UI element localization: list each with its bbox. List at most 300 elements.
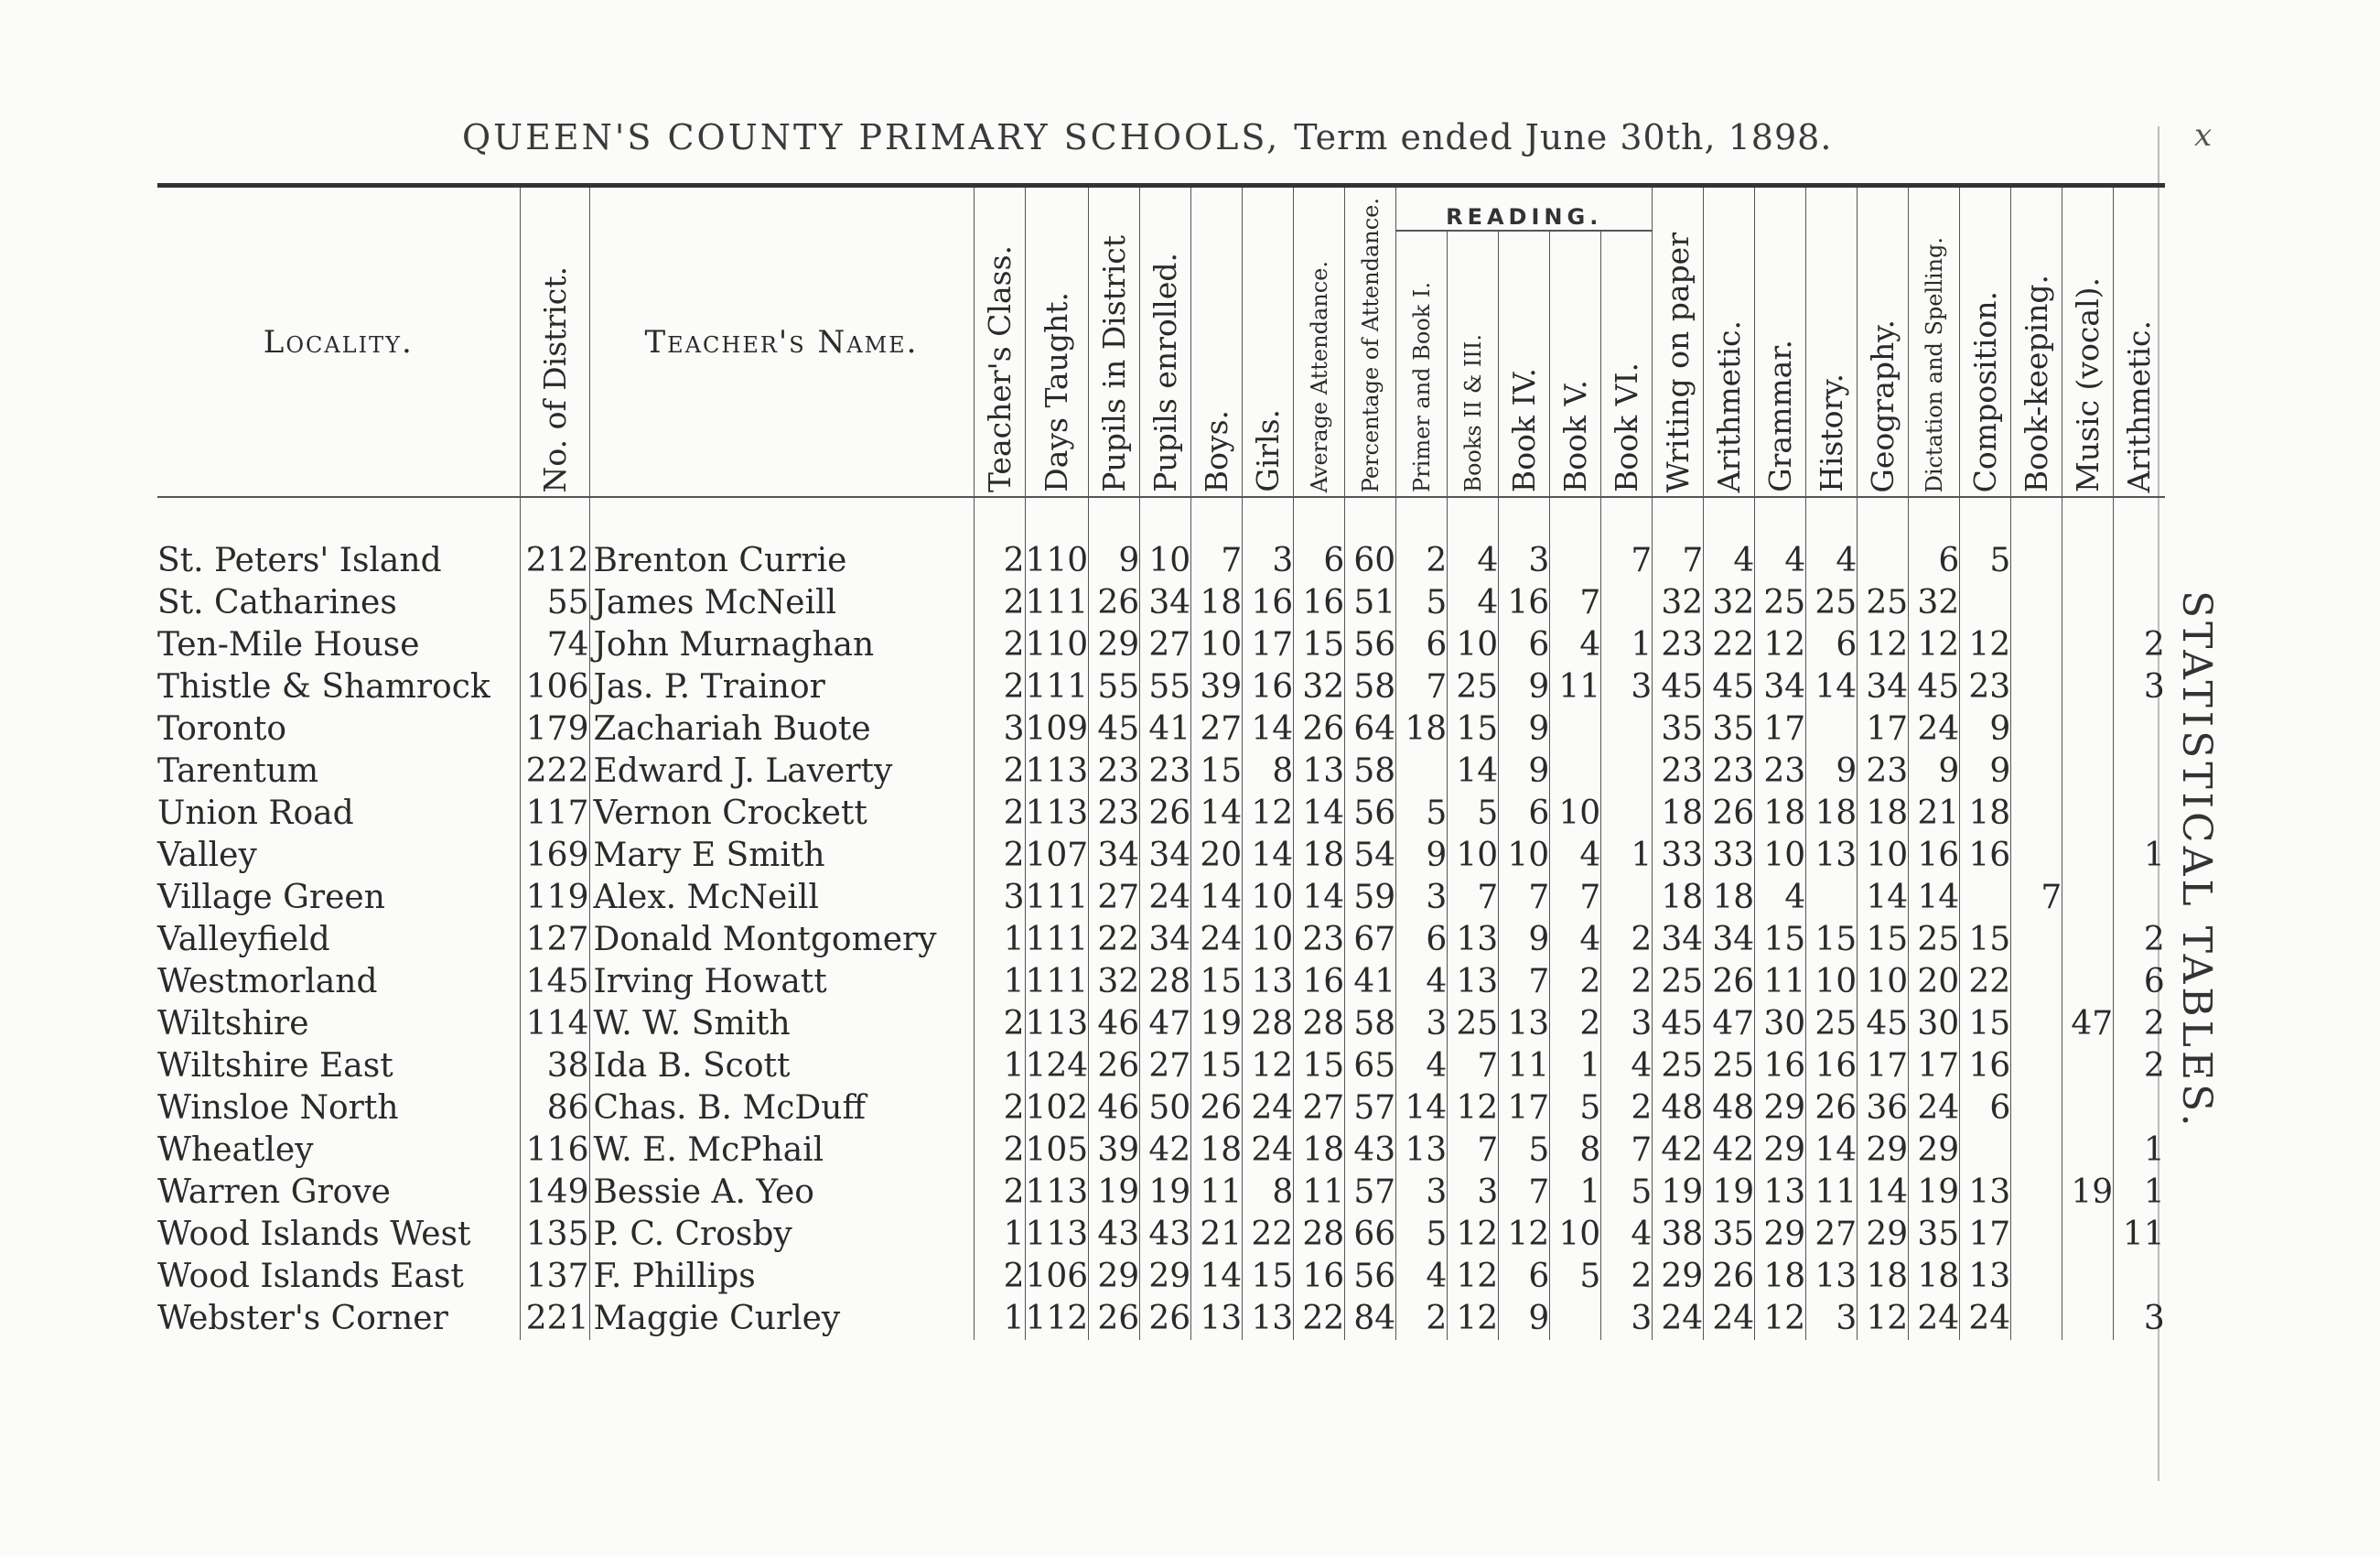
value-cell	[2114, 540, 2165, 582]
value-cell	[2114, 877, 2165, 919]
value-cell: 84	[1345, 1298, 1396, 1340]
value-cell: 113	[1025, 793, 1089, 835]
value-cell: 10	[1448, 835, 1499, 877]
value-cell: 3	[1806, 1298, 1858, 1340]
value-cell: 18	[1653, 877, 1704, 919]
value-cell: 18	[1960, 793, 2011, 835]
value-cell: 10	[1243, 919, 1294, 961]
value-cell: 2	[974, 1172, 1025, 1214]
value-cell	[2011, 708, 2062, 751]
value-cell	[2011, 1087, 2062, 1129]
value-cell	[2062, 540, 2114, 582]
value-cell: 221	[520, 1298, 589, 1340]
value-cell: 18	[1653, 793, 1704, 835]
value-cell: 9	[1499, 708, 1550, 751]
value-cell	[2011, 1129, 2062, 1172]
value-cell: 7	[1601, 540, 1653, 582]
teacher-cell: Chas. B. McDuff	[589, 1087, 974, 1129]
locality-cell: St. Peters' Island	[157, 542, 442, 579]
locality-cell: Tarentum	[157, 752, 319, 790]
value-cell: 23	[1858, 751, 1909, 793]
locality-cell: Wood Islands East	[157, 1258, 464, 1295]
side-caption: STATISTICAL TABLES.	[2173, 590, 2220, 1130]
value-cell: 2	[974, 835, 1025, 877]
value-cell: 212	[520, 540, 589, 582]
value-cell: 34	[1653, 919, 1704, 961]
teacher-cell: F. Phillips	[589, 1256, 974, 1298]
value-cell: 17	[1858, 1045, 1909, 1087]
locality-cell: Valley	[157, 837, 257, 874]
teacher-cell: Ida B. Scott	[589, 1045, 974, 1087]
value-cell: 26	[1089, 1298, 1140, 1340]
value-cell: 17	[1960, 1214, 2011, 1256]
table-row	[157, 1003, 2165, 1045]
value-cell: 7	[1550, 582, 1601, 624]
header-primer: Primer and Book I.	[1396, 231, 1448, 497]
value-cell: 12	[1755, 624, 1806, 666]
locality-cell: Thistle & Shamrock	[157, 668, 490, 706]
value-cell: 47	[1704, 1003, 1755, 1045]
value-cell: 65	[1345, 1045, 1396, 1087]
value-cell: 11	[1294, 1172, 1345, 1214]
value-cell: 16	[1294, 1256, 1345, 1298]
value-cell: 1	[1601, 835, 1653, 877]
value-cell: 149	[520, 1172, 589, 1214]
value-cell: 18	[1755, 793, 1806, 835]
header-pct-attendance: Percentage of Attendance.	[1345, 188, 1396, 497]
value-cell: 14	[1806, 1129, 1858, 1172]
value-cell: 2	[974, 1256, 1025, 1298]
value-cell: 13	[1191, 1298, 1243, 1340]
header-locality: Locality.	[263, 323, 414, 361]
value-cell: 20	[1191, 835, 1243, 877]
value-cell: 59	[1345, 877, 1396, 919]
value-cell: 25	[1653, 961, 1704, 1003]
value-cell: 38	[1653, 1214, 1704, 1256]
value-cell: 2	[974, 1003, 1025, 1045]
value-cell	[2062, 961, 2114, 1003]
value-cell	[2114, 708, 2165, 751]
teacher-cell: W. W. Smith	[589, 1003, 974, 1045]
value-cell: 29	[1653, 1256, 1704, 1298]
value-cell: 5	[1550, 1087, 1601, 1129]
value-cell: 17	[1755, 708, 1806, 751]
value-cell: 1	[974, 1298, 1025, 1340]
value-cell: 2	[2114, 1003, 2165, 1045]
value-cell: 29	[1089, 1256, 1140, 1298]
value-cell: 45	[1653, 666, 1704, 708]
value-cell: 1	[974, 919, 1025, 961]
value-cell: 26	[1294, 708, 1345, 751]
value-cell: 35	[1704, 708, 1755, 751]
value-cell: 30	[1909, 1003, 1960, 1045]
value-cell: 64	[1345, 708, 1396, 751]
value-cell	[2011, 1298, 2062, 1340]
value-cell: 8	[1243, 751, 1294, 793]
value-cell: 16	[1243, 582, 1294, 624]
value-cell: 4	[1550, 835, 1601, 877]
value-cell: 2	[974, 751, 1025, 793]
teacher-cell: Donald Montgomery	[589, 919, 974, 961]
value-cell: 24	[1653, 1298, 1704, 1340]
value-cell: 6	[1294, 540, 1345, 582]
value-cell: 25	[1448, 666, 1499, 708]
value-cell: 13	[1960, 1256, 2011, 1298]
value-cell: 14	[1243, 708, 1294, 751]
value-cell: 34	[1140, 835, 1191, 877]
value-cell: 7	[1448, 1129, 1499, 1172]
value-cell: 5	[1396, 582, 1448, 624]
value-cell: 9	[1806, 751, 1858, 793]
value-cell: 18	[1909, 1256, 1960, 1298]
value-cell: 1	[2114, 1129, 2165, 1172]
header-boys: Boys.	[1191, 188, 1243, 497]
value-cell: 1	[974, 1214, 1025, 1256]
value-cell: 14	[1448, 751, 1499, 793]
value-cell: 10	[1550, 793, 1601, 835]
value-cell	[2062, 919, 2114, 961]
value-cell: 24	[1243, 1129, 1294, 1172]
header-arithmetic-2: Arithmetic.	[2114, 188, 2165, 497]
value-cell: 32	[1653, 582, 1704, 624]
value-cell: 13	[1499, 1003, 1550, 1045]
value-cell: 6	[1499, 793, 1550, 835]
value-cell: 137	[520, 1256, 589, 1298]
value-cell: 29	[1909, 1129, 1960, 1172]
value-cell: 10	[1140, 540, 1191, 582]
value-cell: 3	[1243, 540, 1294, 582]
value-cell: 5	[1499, 1129, 1550, 1172]
value-cell: 60	[1345, 540, 1396, 582]
value-cell: 2	[1601, 961, 1653, 1003]
value-cell: 27	[1089, 877, 1140, 919]
value-cell: 45	[1653, 1003, 1704, 1045]
value-cell: 11	[1755, 961, 1806, 1003]
value-cell: 4	[1601, 1214, 1653, 1256]
value-cell: 14	[1243, 835, 1294, 877]
value-cell: 46	[1089, 1003, 1140, 1045]
value-cell: 39	[1089, 1129, 1140, 1172]
teacher-cell: Zachariah Buote	[589, 708, 974, 751]
value-cell: 15	[1294, 624, 1345, 666]
value-cell: 22	[1704, 624, 1755, 666]
value-cell: 9	[1499, 666, 1550, 708]
value-cell: 55	[1140, 666, 1191, 708]
locality-cell: Wheatley	[157, 1131, 314, 1169]
table-row	[157, 666, 2165, 708]
locality-cell: Wiltshire	[157, 1005, 309, 1043]
table-row	[157, 1129, 2165, 1172]
value-cell: 1	[1601, 624, 1653, 666]
value-cell: 4	[1448, 540, 1499, 582]
value-cell	[2062, 1298, 2114, 1340]
value-cell: 2	[974, 1129, 1025, 1172]
value-cell: 23	[1653, 624, 1704, 666]
value-cell: 22	[1089, 919, 1140, 961]
value-cell	[1960, 582, 2011, 624]
term-text: Term ended June 30th, 1898.	[1294, 117, 1833, 157]
value-cell: 12	[1755, 1298, 1806, 1340]
value-cell: 2	[974, 1087, 1025, 1129]
value-cell: 18	[1858, 793, 1909, 835]
value-cell: 27	[1806, 1214, 1858, 1256]
statistics-table-wrap	[157, 183, 2165, 1340]
value-cell: 35	[1704, 1214, 1755, 1256]
value-cell: 5	[1396, 1214, 1448, 1256]
value-cell: 1	[1550, 1172, 1601, 1214]
locality-cell: Westmorland	[157, 963, 378, 1000]
value-cell: 222	[520, 751, 589, 793]
value-cell	[2062, 1256, 2114, 1298]
header-writing: Writing on paper	[1653, 188, 1704, 497]
value-cell: 74	[520, 624, 589, 666]
value-cell	[2062, 708, 2114, 751]
value-cell: 58	[1345, 1003, 1396, 1045]
value-cell: 11	[1191, 1172, 1243, 1214]
value-cell	[2062, 751, 2114, 793]
locality-cell: Wood Islands West	[157, 1216, 471, 1253]
value-cell: 42	[1704, 1129, 1755, 1172]
header-arithmetic: Arithmetic.	[1704, 188, 1755, 497]
value-cell: 29	[1755, 1214, 1806, 1256]
value-cell: 58	[1345, 751, 1396, 793]
value-cell: 6	[2114, 961, 2165, 1003]
value-cell: 25	[1909, 919, 1960, 961]
value-cell: 12	[1243, 793, 1294, 835]
value-cell: 12	[1858, 624, 1909, 666]
header-grammar: Grammar.	[1755, 188, 1806, 497]
page-header	[462, 117, 1832, 157]
value-cell: 179	[520, 708, 589, 751]
locality-cell: Winsloe North	[157, 1089, 399, 1127]
value-cell: 17	[1909, 1045, 1960, 1087]
value-cell: 4	[1755, 540, 1806, 582]
value-cell: 27	[1140, 624, 1191, 666]
value-cell: 113	[1025, 1172, 1089, 1214]
value-cell: 4	[1601, 1045, 1653, 1087]
value-cell: 15	[1806, 919, 1858, 961]
value-cell: 10	[1499, 835, 1550, 877]
value-cell: 111	[1025, 919, 1089, 961]
table-row	[157, 1172, 2165, 1214]
table-row	[157, 1298, 2165, 1340]
teacher-cell: Irving Howatt	[589, 961, 974, 1003]
value-cell: 3	[1396, 877, 1448, 919]
header-teacher-class: Teacher's Class.	[974, 188, 1025, 497]
value-cell	[2011, 1256, 2062, 1298]
statistics-table	[157, 183, 2165, 1340]
value-cell: 33	[1653, 835, 1704, 877]
teacher-cell: James McNeill	[589, 582, 974, 624]
value-cell	[2011, 582, 2062, 624]
value-cell: 24	[1960, 1298, 2011, 1340]
value-cell: 16	[1755, 1045, 1806, 1087]
value-cell: 16	[1960, 1045, 2011, 1087]
value-cell: 4	[1550, 919, 1601, 961]
page-title: QUEEN'S COUNTY PRIMARY SCHOOLS,	[462, 117, 1281, 157]
locality-cell: Wiltshire East	[157, 1047, 393, 1085]
page-mark: x	[2194, 117, 2213, 154]
value-cell: 13	[1243, 961, 1294, 1003]
value-cell	[1550, 540, 1601, 582]
value-cell: 9	[1960, 708, 2011, 751]
value-cell: 34	[1858, 666, 1909, 708]
table-row	[157, 793, 2165, 835]
value-cell: 1	[2114, 1172, 2165, 1214]
value-cell: 14	[1858, 877, 1909, 919]
value-cell: 26	[1140, 793, 1191, 835]
value-cell: 25	[1448, 1003, 1499, 1045]
value-cell: 26	[1704, 793, 1755, 835]
teacher-cell: W. E. McPhail	[589, 1129, 974, 1172]
value-cell: 9	[1499, 751, 1550, 793]
value-cell: 28	[1140, 961, 1191, 1003]
value-cell	[2114, 751, 2165, 793]
locality-cell: St. Catharines	[157, 584, 397, 621]
table-row	[157, 919, 2165, 961]
locality-cell: Webster's Corner	[157, 1300, 448, 1337]
value-cell: 8	[1550, 1129, 1601, 1172]
value-cell	[2062, 1045, 2114, 1087]
value-cell	[2011, 835, 2062, 877]
header-pupils-enrolled: Pupils enrolled.	[1140, 188, 1191, 497]
value-cell	[1550, 708, 1601, 751]
value-cell: 25	[1653, 1045, 1704, 1087]
value-cell: 2	[2114, 1045, 2165, 1087]
value-cell: 10	[1550, 1214, 1601, 1256]
value-cell: 14	[1858, 1172, 1909, 1214]
value-cell: 15	[1243, 1256, 1294, 1298]
table-row	[157, 835, 2165, 877]
value-cell: 22	[1960, 961, 2011, 1003]
value-cell	[2062, 1129, 2114, 1172]
value-cell: 19	[1191, 1003, 1243, 1045]
value-cell	[2062, 666, 2114, 708]
value-cell: 7	[1601, 1129, 1653, 1172]
value-cell: 15	[1960, 1003, 2011, 1045]
value-cell: 26	[1806, 1087, 1858, 1129]
value-cell	[1601, 751, 1653, 793]
value-cell: 32	[1089, 961, 1140, 1003]
value-cell: 38	[520, 1045, 589, 1087]
value-cell: 23	[1653, 751, 1704, 793]
value-cell: 42	[1140, 1129, 1191, 1172]
table-row	[157, 540, 2165, 582]
value-cell: 5	[1396, 793, 1448, 835]
table-row	[157, 961, 2165, 1003]
value-cell: 3	[2114, 666, 2165, 708]
value-cell: 34	[1140, 919, 1191, 961]
value-cell	[2114, 793, 2165, 835]
value-cell: 18	[1396, 708, 1448, 751]
value-cell: 29	[1858, 1214, 1909, 1256]
value-cell	[2062, 793, 2114, 835]
value-cell: 15	[1294, 1045, 1345, 1087]
value-cell: 2	[1396, 540, 1448, 582]
value-cell: 43	[1089, 1214, 1140, 1256]
value-cell: 27	[1140, 1045, 1191, 1087]
value-cell: 14	[1909, 877, 1960, 919]
value-cell: 12	[1448, 1298, 1499, 1340]
value-cell: 12	[1909, 624, 1960, 666]
value-cell: 15	[1858, 919, 1909, 961]
value-cell: 45	[1858, 1003, 1909, 1045]
value-cell: 67	[1345, 919, 1396, 961]
header-bookkeeping: Book-keeping.	[2011, 188, 2062, 497]
value-cell: 2	[1396, 1298, 1448, 1340]
value-cell: 16	[1909, 835, 1960, 877]
value-cell: 4	[1448, 582, 1499, 624]
value-cell: 7	[1448, 1045, 1499, 1087]
value-cell: 34	[1755, 666, 1806, 708]
value-cell: 17	[1858, 708, 1909, 751]
value-cell: 48	[1653, 1087, 1704, 1129]
value-cell	[1806, 708, 1858, 751]
value-cell	[2114, 1256, 2165, 1298]
value-cell: 56	[1345, 624, 1396, 666]
value-cell: 2	[2114, 624, 2165, 666]
value-cell: 25	[1806, 582, 1858, 624]
value-cell: 1	[2114, 835, 2165, 877]
teacher-cell: Alex. McNeill	[589, 877, 974, 919]
table-row	[157, 582, 2165, 624]
value-cell: 56	[1345, 793, 1396, 835]
header-books-2-3: Books II & III.	[1448, 231, 1499, 497]
value-cell: 3	[1601, 1003, 1653, 1045]
value-cell: 7	[1499, 877, 1550, 919]
value-cell: 12	[1448, 1256, 1499, 1298]
value-cell: 29	[1858, 1129, 1909, 1172]
value-cell: 28	[1243, 1003, 1294, 1045]
value-cell: 24	[1909, 1298, 1960, 1340]
value-cell: 10	[1191, 624, 1243, 666]
header-pupils-district: Pupils in District	[1089, 188, 1140, 497]
value-cell	[2114, 1087, 2165, 1129]
value-cell: 6	[1499, 624, 1550, 666]
value-cell: 28	[1294, 1003, 1345, 1045]
value-cell: 3	[1448, 1172, 1499, 1214]
value-cell: 18	[1704, 877, 1755, 919]
value-cell: 4	[1806, 540, 1858, 582]
locality-cell: Ten-Mile House	[157, 626, 420, 664]
value-cell: 8	[1243, 1172, 1294, 1214]
value-cell	[1858, 540, 1909, 582]
value-cell: 110	[1025, 624, 1089, 666]
value-cell: 145	[520, 961, 589, 1003]
value-cell: 113	[1025, 1214, 1089, 1256]
locality-cell: Village Green	[157, 879, 385, 916]
value-cell: 14	[1294, 877, 1345, 919]
table-row	[157, 708, 2165, 751]
value-cell: 6	[1909, 540, 1960, 582]
value-cell: 58	[1345, 666, 1396, 708]
value-cell	[2062, 877, 2114, 919]
header-days: Days Taught.	[1025, 188, 1089, 497]
value-cell: 30	[1755, 1003, 1806, 1045]
value-cell: 113	[1025, 1003, 1089, 1045]
value-cell: 16	[1960, 835, 2011, 877]
value-cell: 6	[1960, 1087, 2011, 1129]
value-cell: 14	[1191, 877, 1243, 919]
value-cell: 114	[520, 1003, 589, 1045]
header-girls: Girls.	[1243, 188, 1294, 497]
value-cell: 11	[1550, 666, 1601, 708]
value-cell: 111	[1025, 582, 1089, 624]
value-cell: 117	[520, 793, 589, 835]
value-cell: 23	[1089, 751, 1140, 793]
value-cell: 13	[1755, 1172, 1806, 1214]
teacher-cell: Edward J. Laverty	[589, 751, 974, 793]
